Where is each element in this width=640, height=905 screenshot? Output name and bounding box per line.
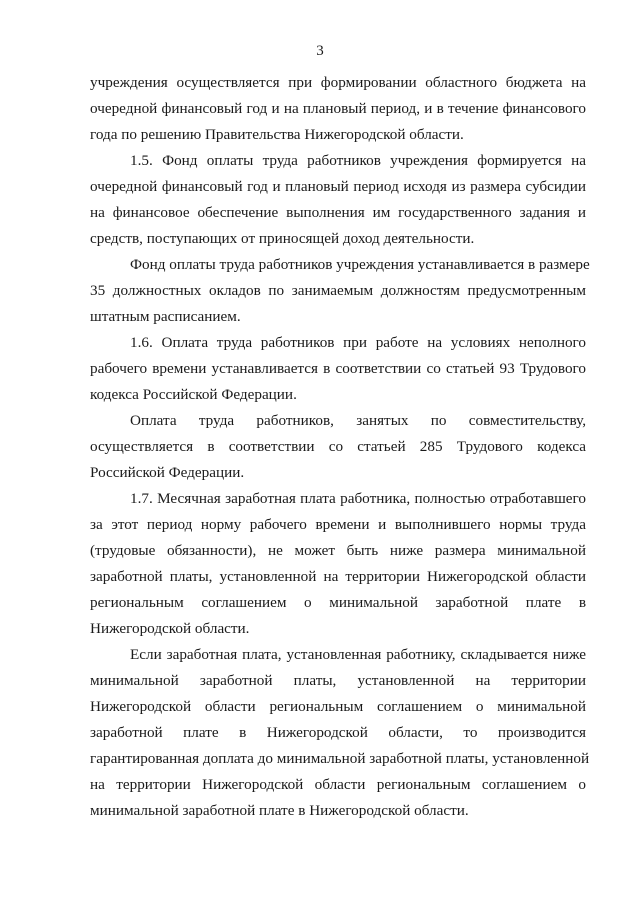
text-line: 1.5. Фонд оплаты труда работников учреждения формируется на (130, 152, 586, 169)
text-line: штатным расписанием. (90, 308, 241, 325)
text-line: региональным соглашением о минимальной заработной плате в (90, 594, 586, 611)
paragraph (90, 486, 586, 642)
text-line: Оплата труда работников, занятых по совместительству, (130, 412, 586, 429)
paragraph (90, 642, 590, 824)
document-body (90, 70, 590, 824)
text-line: рабочего времени устанавливается в соответствии со статьей 93 Трудового (90, 360, 586, 377)
text-line: 1.6. Оплата труда работников при работе на условиях неполного (130, 334, 586, 351)
text-line: 35 должностных окладов по занимаемым должностям предусмотренным (90, 282, 586, 299)
text-line: очередной финансовый год и на плановый период, и в течение финансового (90, 100, 586, 117)
text-line: заработной платы, установленной на территории Нижегородской области (90, 568, 586, 585)
paragraph (90, 70, 586, 148)
text-line: кодекса Российской Федерации. (90, 386, 297, 403)
text-line: Нижегородской области. (90, 620, 250, 637)
text-line: Если заработная плата, установленная работнику, складывается ниже (130, 646, 586, 663)
text-line: Нижегородской области региональным соглашением о минимальной (90, 698, 586, 715)
paragraph (90, 330, 586, 408)
text-line: очередной финансовый год и плановый период исходя из размера субсидии (90, 178, 586, 195)
text-line: средств, поступающих от приносящей доход деятельности. (90, 230, 475, 247)
page-number: 3 (316, 43, 324, 59)
text-line: минимальной заработной платы, установленной на территории (90, 672, 586, 689)
text-line: гарантированная доплата до минимальной заработной платы, установленной (90, 750, 590, 767)
text-line: Фонд оплаты труда работников учреждения устанавливается в размере (130, 256, 590, 273)
paragraph (90, 252, 590, 330)
text-line: за этот период норму рабочего времени и выполнившего нормы труда (90, 516, 586, 533)
text-line: на финансовое обеспечение выполнения им государственного задания и (90, 204, 586, 221)
text-line: на территории Нижегородской области региональным соглашением о (90, 776, 586, 793)
text-line: заработной плате в Нижегородской области, то производится (90, 724, 586, 741)
text-line: 1.7. Месячная заработная плата работника, полностью отработавшего (130, 490, 586, 507)
text-line: года по решению Правительства Нижегородской области. (90, 126, 464, 143)
text-line: минимальной заработной плате в Нижегородской области. (90, 802, 469, 819)
text-line: Российской Федерации. (90, 464, 245, 481)
paragraph (90, 148, 586, 252)
text-line: учреждения осуществляется при формировании областного бюджета на (90, 74, 586, 91)
text-line: (трудовые обязанности), не может быть ниже размера минимальной (90, 542, 586, 559)
paragraph (90, 408, 586, 486)
text-line: осуществляется в соответствии со статьей 285 Трудового кодекса (90, 438, 586, 455)
